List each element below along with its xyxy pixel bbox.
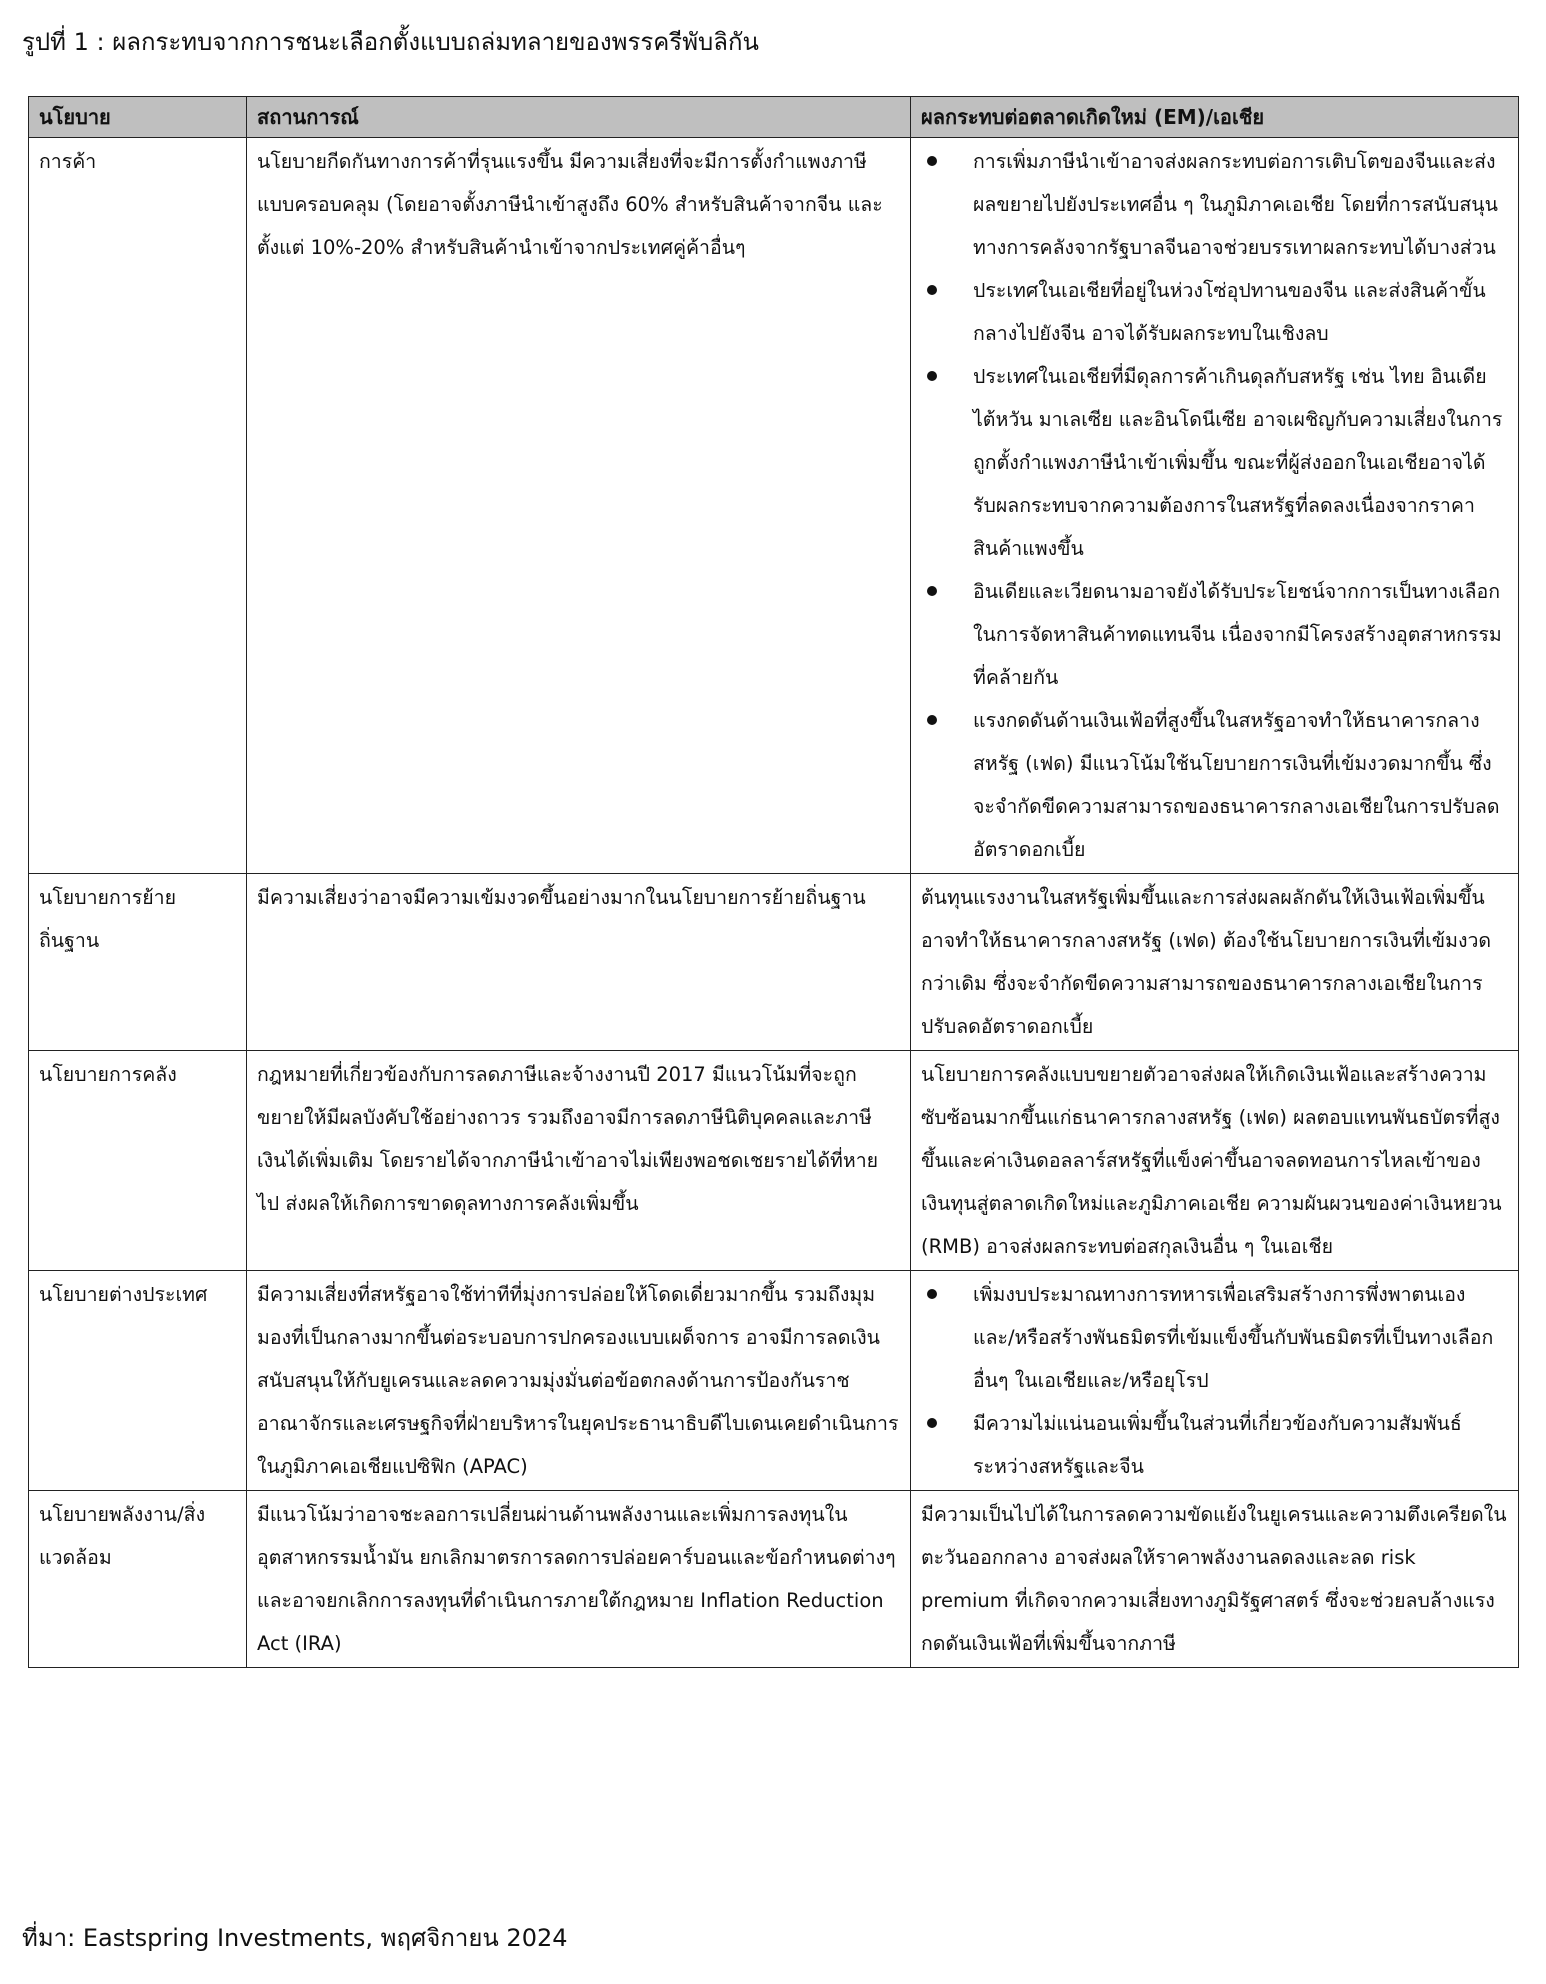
bullet-text: เพิ่มงบประมาณทางการทหารเพื่อเสริมสร้างการพึ่งพาตนเอง และ/หรือสร้างพันธมิตรที่เข้มแข็งขึ้นกับพันธมิตรที่เป็นทางเลือกอื่นๆ ในเอเชียและ/หรือยุโรป [973, 1283, 1494, 1392]
impact-cell [911, 1271, 1519, 1491]
policy-impact-table [28, 96, 1519, 1668]
table-row [29, 1051, 1519, 1271]
figure-title: รูปที่ 1 : ผลกระทบจากการชนะเลือกตั้งแบบถล่มทลายของพรรครีพับลิกัน [22, 28, 759, 56]
bullet-dot-icon [927, 586, 937, 596]
header-situation: สถานการณ์ [247, 97, 911, 138]
bullet-text: ประเทศในเอเชียที่มีดุลการค้าเกินดุลกับสหรัฐ เช่น ไทย อินเดีย ไต้หวัน มาเลเซีย และอินโดนีเซีย อาจเผชิญกับความเสี่ยงในการถูกตั้งกำแพงภาษีนำเข้าเพิ่มขึ้น ขณะที่ผู้ส่งออกในเอเชียอาจได้รับผลกระทบจากความต้องการในสหรัฐที่ลดลงเนื่องจากราคาสินค้าแพงขึ้น [973, 365, 1503, 560]
impact-cell: มีความเป็นไปได้ในการลดความขัดแย้งในยูเครนและความตึงเครียดในตะวันออกกลาง อาจส่งผลให้ราคาพลังงานลดลงและลด risk premium ที่เกิดจากความเสี่ยงทางภูมิรัฐศาสตร์ ซึ่งจะช่วยลบล้างแรงกดดันเงินเฟ้อที่เพิ่มขึ้นจากภาษี [911, 1491, 1519, 1668]
table-row [29, 1271, 1519, 1491]
bullet-item [921, 570, 1508, 699]
policy-cell: นโยบายต่างประเทศ [29, 1271, 247, 1491]
header-policy: นโยบาย [29, 97, 247, 138]
impact-bullet-list [921, 1273, 1508, 1488]
bullet-text: แรงกดดันด้านเงินเฟ้อที่สูงขึ้นในสหรัฐอาจทำให้ธนาคารกลางสหรัฐ (เฟด) มีแนวโน้มใช้นโยบายการเงินที่เข้มงวดมากขึ้น ซึ่งจะจำกัดขีดความสามารถของธนาคารกลางเอเชียในการปรับลดอัตราดอกเบี้ย [973, 709, 1500, 861]
bullet-item [921, 269, 1508, 355]
bullet-text: การเพิ่มภาษีนำเข้าอาจส่งผลกระทบต่อการเติบโตของจีนและส่งผลขยายไปยังประเทศอื่น ๆ ในภูมิภาคเอเชีย โดยที่การสนับสนุนทางการคลังจากรัฐบาลจีนอาจช่วยบรรเทาผลกระทบได้บางส่วน [973, 150, 1498, 259]
impact-bullet-list [921, 140, 1508, 871]
bullet-dot-icon [927, 715, 937, 725]
impact-cell: นโยบายการคลังแบบขยายตัวอาจส่งผลให้เกิดเงินเฟ้อและสร้างความซับซ้อนมากขึ้นแก่ธนาคารกลางสหรัฐ (เฟด) ผลตอบแทนพันธบัตรที่สูงขึ้นและค่าเงินดอลลาร์สหรัฐที่แข็งค่าขึ้นอาจลดทอนการไหลเข้าของเงินทุนสู่ตลาดเกิดใหม่และภูมิภาคเอเชีย ความผันผวนของค่าเงินหยวน (RMB) อาจส่งผลกระทบต่อสกุลเงินอื่น ๆ ในเอเชีย [911, 1051, 1519, 1271]
situation-cell: มีแนวโน้มว่าอาจชะลอการเปลี่ยนผ่านด้านพลังงานและเพิ่มการลงทุนในอุตสาหกรรมน้ำมัน ยกเลิกมาตรการลดการปล่อยคาร์บอนและข้อกำหนดต่างๆ และอาจยกเลิกการลงทุนที่ดำเนินการภายใต้กฎหมาย Inflation Reduction Act (IRA) [247, 1491, 911, 1668]
bullet-dot-icon [927, 285, 937, 295]
situation-cell: มีความเสี่ยงที่สหรัฐอาจใช้ท่าทีที่มุ่งการปล่อยให้โดดเดี่ยวมากขึ้น รวมถึงมุมมองที่เป็นกลางมากขึ้นต่อระบอบการปกครองแบบเผด็จการ อาจมีการลดเงินสนับสนุนให้กับยูเครนและลดความมุ่งมั่นต่อข้อตกลงด้านการป้องกันราชอาณาจักรและเศรษฐกิจที่ฝ่ายบริหารในยุคประธานาธิบดีไบเดนเคยดำเนินการในภูมิภาคเอเชียแปซิฟิก (APAC) [247, 1271, 911, 1491]
bullet-dot-icon [927, 371, 937, 381]
policy-cell: การค้า [29, 138, 247, 874]
bullet-dot-icon [927, 1289, 937, 1299]
situation-cell: กฎหมายที่เกี่ยวข้องกับการลดภาษีและจ้างงานปี 2017 มีแนวโน้มที่จะถูกขยายให้มีผลบังคับใช้อย่างถาวร รวมถึงอาจมีการลดภาษีนิติบุคคลและภาษีเงินได้เพิ่มเติม โดยรายได้จากภาษีนำเข้าอาจไม่เพียงพอชดเชยรายได้ที่หายไป ส่งผลให้เกิดการขาดดุลทางการคลังเพิ่มขึ้น [247, 1051, 911, 1271]
bullet-dot-icon [927, 156, 937, 166]
bullet-text: มีความไม่แน่นอนเพิ่มขึ้นในส่วนที่เกี่ยวข้องกับความสัมพันธ์ระหว่างสหรัฐและจีน [973, 1412, 1462, 1478]
table-row [29, 1491, 1519, 1668]
table-row [29, 874, 1519, 1051]
table-header-row [29, 97, 1519, 138]
policy-cell: นโยบายการคลัง [29, 1051, 247, 1271]
header-impact: ผลกระทบต่อตลาดเกิดใหม่ (EM)/เอเชีย [911, 97, 1519, 138]
bullet-item [921, 699, 1508, 871]
situation-cell: นโยบายกีดกันทางการค้าที่รุนแรงขึ้น มีความเสี่ยงที่จะมีการตั้งกำแพงภาษีแบบครอบคลุม (โดยอาจตั้งภาษีนำเข้าสูงถึง 60% สำหรับสินค้าจากจีน และตั้งแต่ 10%-20% สำหรับสินค้านำเข้าจากประเทศคู่ค้าอื่นๆ [247, 138, 911, 874]
source-citation: ที่มา: Eastspring Investments, พฤศจิกายน 2024 [22, 1924, 568, 1952]
bullet-text: อินเดียและเวียดนามอาจยังได้รับประโยชน์จากการเป็นทางเลือกในการจัดหาสินค้าทดแทนจีน เนื่องจากมีโครงสร้างอุตสาหกรรมที่คล้ายกัน [973, 580, 1502, 689]
bullet-dot-icon [927, 1418, 937, 1428]
table-row [29, 138, 1519, 874]
bullet-item [921, 355, 1508, 570]
policy-cell: นโยบายพลังงาน/สิ่งแวดล้อม [29, 1491, 247, 1668]
policy-cell: นโยบายการย้ายถิ่นฐาน [29, 874, 247, 1051]
bullet-text: ประเทศในเอเชียที่อยู่ในห่วงโซ่อุปทานของจีน และส่งสินค้าขั้นกลางไปยังจีน อาจได้รับผลกระทบในเชิงลบ [973, 279, 1486, 345]
situation-cell: มีความเสี่ยงว่าอาจมีความเข้มงวดขึ้นอย่างมากในนโยบายการย้ายถิ่นฐาน [247, 874, 911, 1051]
impact-cell [911, 138, 1519, 874]
bullet-item [921, 140, 1508, 269]
bullet-item [921, 1273, 1508, 1402]
bullet-item [921, 1402, 1508, 1488]
impact-cell: ต้นทุนแรงงานในสหรัฐเพิ่มขึ้นและการส่งผลผลักดันให้เงินเฟ้อเพิ่มขึ้น อาจทำให้ธนาคารกลางสหรัฐ (เฟด) ต้องใช้นโยบายการเงินที่เข้มงวดกว่าเดิม ซึ่งจะจำกัดขีดความสามารถของธนาคารกลางเอเชียในการปรับลดอัตราดอกเบี้ย [911, 874, 1519, 1051]
